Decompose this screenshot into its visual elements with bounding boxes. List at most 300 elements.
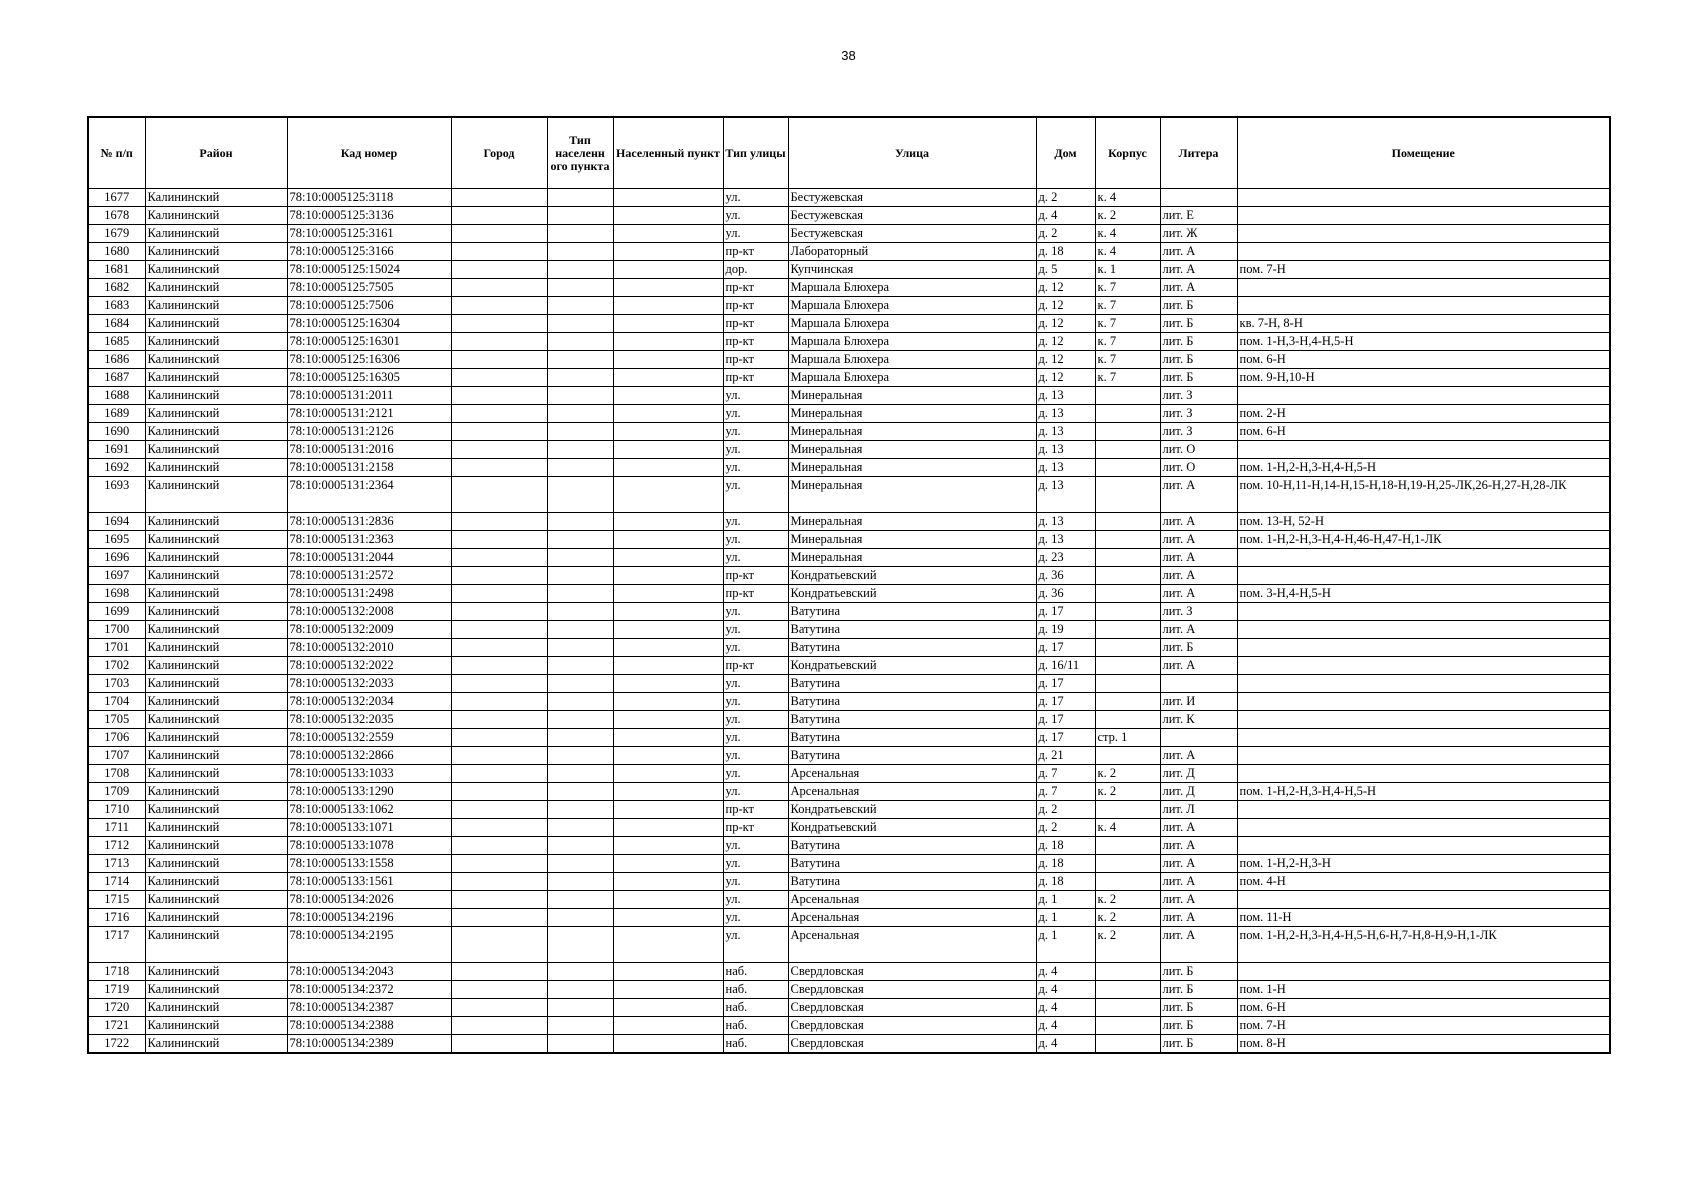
cell-letter: лит. З bbox=[1160, 405, 1237, 423]
table-row bbox=[88, 207, 1610, 225]
cell-cadastral-number: 78:10:0005132:2009 bbox=[287, 621, 451, 639]
cell-cadastral-number: 78:10:0005125:15024 bbox=[287, 261, 451, 279]
cell-settlement-type bbox=[547, 801, 613, 819]
cell-premises bbox=[1237, 567, 1610, 585]
cell-house: д. 7 bbox=[1036, 765, 1095, 783]
cell-building: к. 2 bbox=[1095, 207, 1160, 225]
cell-street-type: пр-кт bbox=[723, 657, 788, 675]
cell-settlement-type bbox=[547, 1035, 613, 1054]
cell-district: Калининский bbox=[145, 1017, 287, 1035]
cell-settlement-type bbox=[547, 297, 613, 315]
cell-city bbox=[451, 927, 547, 963]
cell-letter: лит. О bbox=[1160, 459, 1237, 477]
cell-cadastral-number: 78:10:0005125:3166 bbox=[287, 243, 451, 261]
cell-house: д. 13 bbox=[1036, 531, 1095, 549]
cell-letter bbox=[1160, 189, 1237, 207]
cell-premises: пом. 1-Н,2-Н,3-Н bbox=[1237, 855, 1610, 873]
cell-settlement bbox=[613, 711, 723, 729]
cell-number: 1717 bbox=[88, 927, 145, 963]
cell-street: Кондратьевский bbox=[788, 567, 1036, 585]
table-row bbox=[88, 657, 1610, 675]
cell-number: 1716 bbox=[88, 909, 145, 927]
cell-street-type: пр-кт bbox=[723, 567, 788, 585]
cell-number: 1720 bbox=[88, 999, 145, 1017]
cell-street: Маршала Блюхера bbox=[788, 333, 1036, 351]
cell-settlement-type bbox=[547, 315, 613, 333]
cell-settlement bbox=[613, 675, 723, 693]
cell-letter: лит. А bbox=[1160, 279, 1237, 297]
cell-letter: лит. О bbox=[1160, 441, 1237, 459]
cell-cadastral-number: 78:10:0005131:2016 bbox=[287, 441, 451, 459]
cell-cadastral-number: 78:10:0005132:2034 bbox=[287, 693, 451, 711]
cell-settlement-type bbox=[547, 963, 613, 981]
cell-street: Кондратьевский bbox=[788, 819, 1036, 837]
cell-building: к. 7 bbox=[1095, 315, 1160, 333]
cell-district: Калининский bbox=[145, 351, 287, 369]
cell-premises bbox=[1237, 693, 1610, 711]
cell-street: Бестужевская bbox=[788, 189, 1036, 207]
cell-street-type: ул. bbox=[723, 477, 788, 513]
cell-district: Калининский bbox=[145, 891, 287, 909]
cell-street: Минеральная bbox=[788, 387, 1036, 405]
cell-premises: пом. 4-Н bbox=[1237, 873, 1610, 891]
cell-street-type: ул. bbox=[723, 621, 788, 639]
cell-settlement-type bbox=[547, 855, 613, 873]
cell-street: Арсенальная bbox=[788, 765, 1036, 783]
cell-house: д. 12 bbox=[1036, 279, 1095, 297]
cell-cadastral-number: 78:10:0005133:1078 bbox=[287, 837, 451, 855]
cell-house: д. 36 bbox=[1036, 567, 1095, 585]
cell-letter bbox=[1160, 729, 1237, 747]
cell-house: д. 4 bbox=[1036, 963, 1095, 981]
cell-house: д. 16/11 bbox=[1036, 657, 1095, 675]
cell-premises bbox=[1237, 207, 1610, 225]
table-row bbox=[88, 621, 1610, 639]
cell-street: Ватутина bbox=[788, 747, 1036, 765]
cell-premises: пом. 2-Н bbox=[1237, 405, 1610, 423]
cell-premises bbox=[1237, 711, 1610, 729]
cell-building bbox=[1095, 801, 1160, 819]
cell-street: Кондратьевский bbox=[788, 801, 1036, 819]
cell-district: Калининский bbox=[145, 315, 287, 333]
cell-house: д. 12 bbox=[1036, 315, 1095, 333]
cell-district: Калининский bbox=[145, 765, 287, 783]
cell-city bbox=[451, 693, 547, 711]
cell-street-type: пр-кт bbox=[723, 333, 788, 351]
cell-number: 1679 bbox=[88, 225, 145, 243]
cell-cadastral-number: 78:10:0005131:2044 bbox=[287, 549, 451, 567]
cell-district: Калининский bbox=[145, 207, 287, 225]
cell-street-type: ул. bbox=[723, 441, 788, 459]
cell-settlement-type bbox=[547, 261, 613, 279]
cell-city bbox=[451, 621, 547, 639]
cell-settlement bbox=[613, 783, 723, 801]
cell-street-type: дор. bbox=[723, 261, 788, 279]
table-row bbox=[88, 675, 1610, 693]
cell-street-type: пр-кт bbox=[723, 369, 788, 387]
cell-settlement-type bbox=[547, 711, 613, 729]
cell-number: 1688 bbox=[88, 387, 145, 405]
cell-settlement bbox=[613, 603, 723, 621]
cell-letter: лит. А bbox=[1160, 513, 1237, 531]
cell-number: 1699 bbox=[88, 603, 145, 621]
cell-settlement bbox=[613, 333, 723, 351]
cell-city bbox=[451, 747, 547, 765]
cell-district: Калининский bbox=[145, 819, 287, 837]
cell-building: к. 7 bbox=[1095, 279, 1160, 297]
cell-building bbox=[1095, 567, 1160, 585]
cell-cadastral-number: 78:10:0005125:16306 bbox=[287, 351, 451, 369]
cell-number: 1700 bbox=[88, 621, 145, 639]
cell-city bbox=[451, 477, 547, 513]
cell-street-type: ул. bbox=[723, 873, 788, 891]
cell-district: Калининский bbox=[145, 873, 287, 891]
table-row bbox=[88, 783, 1610, 801]
cell-street-type: ул. bbox=[723, 603, 788, 621]
cell-district: Калининский bbox=[145, 531, 287, 549]
cell-district: Калининский bbox=[145, 657, 287, 675]
cell-city bbox=[451, 351, 547, 369]
cell-district: Калининский bbox=[145, 513, 287, 531]
cell-cadastral-number: 78:10:0005134:2372 bbox=[287, 981, 451, 999]
cell-street-type: пр-кт bbox=[723, 351, 788, 369]
cell-settlement bbox=[613, 855, 723, 873]
cell-building: к. 7 bbox=[1095, 351, 1160, 369]
cell-city bbox=[451, 999, 547, 1017]
cell-house: д. 17 bbox=[1036, 693, 1095, 711]
cell-building: к. 4 bbox=[1095, 819, 1160, 837]
cell-house: д. 23 bbox=[1036, 549, 1095, 567]
cell-street: Ватутина bbox=[788, 603, 1036, 621]
cell-city bbox=[451, 333, 547, 351]
cell-settlement bbox=[613, 801, 723, 819]
cell-house: д. 2 bbox=[1036, 189, 1095, 207]
cell-street: Ватутина bbox=[788, 711, 1036, 729]
cell-cadastral-number: 78:10:0005132:2559 bbox=[287, 729, 451, 747]
table-row bbox=[88, 999, 1610, 1017]
cell-letter: лит. Ж bbox=[1160, 225, 1237, 243]
cell-street: Минеральная bbox=[788, 423, 1036, 441]
cell-number: 1711 bbox=[88, 819, 145, 837]
cell-cadastral-number: 78:10:0005125:16304 bbox=[287, 315, 451, 333]
cell-street: Свердловская bbox=[788, 999, 1036, 1017]
cell-city bbox=[451, 639, 547, 657]
cell-house: д. 2 bbox=[1036, 801, 1095, 819]
cell-building bbox=[1095, 873, 1160, 891]
cell-street: Минеральная bbox=[788, 531, 1036, 549]
cell-building: к. 7 bbox=[1095, 369, 1160, 387]
cell-premises: пом. 1-Н,2-Н,3-Н,4-Н,5-Н bbox=[1237, 459, 1610, 477]
cell-settlement bbox=[613, 441, 723, 459]
cell-street-type: пр-кт bbox=[723, 315, 788, 333]
cell-building bbox=[1095, 639, 1160, 657]
cell-letter: лит. З bbox=[1160, 387, 1237, 405]
cell-premises bbox=[1237, 189, 1610, 207]
cell-house: д. 7 bbox=[1036, 783, 1095, 801]
column-header-settlement: Населенный пункт bbox=[613, 117, 723, 189]
cell-settlement bbox=[613, 639, 723, 657]
cell-number: 1710 bbox=[88, 801, 145, 819]
cell-city bbox=[451, 405, 547, 423]
cell-cadastral-number: 78:10:0005133:1561 bbox=[287, 873, 451, 891]
cell-premises: пом. 1-Н,2-Н,3-Н,4-Н,46-Н,47-Н,1-ЛК bbox=[1237, 531, 1610, 549]
cell-district: Калининский bbox=[145, 459, 287, 477]
cell-house: д. 17 bbox=[1036, 729, 1095, 747]
table-row bbox=[88, 639, 1610, 657]
cell-building bbox=[1095, 963, 1160, 981]
cell-settlement bbox=[613, 657, 723, 675]
cell-house: д. 12 bbox=[1036, 351, 1095, 369]
cell-premises bbox=[1237, 819, 1610, 837]
table-row bbox=[88, 567, 1610, 585]
cell-building bbox=[1095, 423, 1160, 441]
cell-number: 1719 bbox=[88, 981, 145, 999]
cell-cadastral-number: 78:10:0005132:2008 bbox=[287, 603, 451, 621]
cell-district: Калининский bbox=[145, 927, 287, 963]
cell-premises: кв. 7-Н, 8-Н bbox=[1237, 315, 1610, 333]
cell-cadastral-number: 78:10:0005125:3136 bbox=[287, 207, 451, 225]
cell-city bbox=[451, 513, 547, 531]
cell-building: к. 2 bbox=[1095, 909, 1160, 927]
cell-cadastral-number: 78:10:0005131:2121 bbox=[287, 405, 451, 423]
cell-street-type: ул. bbox=[723, 387, 788, 405]
cell-city bbox=[451, 243, 547, 261]
cell-district: Калининский bbox=[145, 675, 287, 693]
table-row bbox=[88, 801, 1610, 819]
cell-building bbox=[1095, 693, 1160, 711]
cell-settlement bbox=[613, 1035, 723, 1054]
cell-street-type: ул. bbox=[723, 909, 788, 927]
cell-cadastral-number: 78:10:0005125:7506 bbox=[287, 297, 451, 315]
cell-house: д. 4 bbox=[1036, 999, 1095, 1017]
cell-street-type: пр-кт bbox=[723, 585, 788, 603]
cell-premises bbox=[1237, 279, 1610, 297]
cell-letter: лит. Д bbox=[1160, 783, 1237, 801]
cell-street-type: ул. bbox=[723, 531, 788, 549]
cell-letter: лит. Б bbox=[1160, 1035, 1237, 1054]
cell-street: Маршала Блюхера bbox=[788, 351, 1036, 369]
cell-street: Бестужевская bbox=[788, 225, 1036, 243]
cell-settlement bbox=[613, 477, 723, 513]
table-row bbox=[88, 261, 1610, 279]
cell-cadastral-number: 78:10:0005134:2043 bbox=[287, 963, 451, 981]
cell-settlement-type bbox=[547, 999, 613, 1017]
cell-district: Калининский bbox=[145, 1035, 287, 1054]
cell-settlement-type bbox=[547, 783, 613, 801]
cell-district: Калининский bbox=[145, 369, 287, 387]
cell-building: к. 4 bbox=[1095, 243, 1160, 261]
cell-street-type: ул. bbox=[723, 837, 788, 855]
table-row bbox=[88, 855, 1610, 873]
table-row bbox=[88, 585, 1610, 603]
cell-street-type: ул. bbox=[723, 675, 788, 693]
cell-street: Свердловская bbox=[788, 1017, 1036, 1035]
cell-settlement bbox=[613, 225, 723, 243]
cell-street: Маршала Блюхера bbox=[788, 369, 1036, 387]
cell-number: 1702 bbox=[88, 657, 145, 675]
cell-district: Калининский bbox=[145, 477, 287, 513]
cell-house: д. 12 bbox=[1036, 333, 1095, 351]
table-row bbox=[88, 369, 1610, 387]
cell-house: д. 4 bbox=[1036, 207, 1095, 225]
cell-street: Минеральная bbox=[788, 513, 1036, 531]
cell-number: 1685 bbox=[88, 333, 145, 351]
cell-street-type: пр-кт bbox=[723, 801, 788, 819]
cell-district: Калининский bbox=[145, 621, 287, 639]
table-row bbox=[88, 891, 1610, 909]
cell-settlement bbox=[613, 459, 723, 477]
cell-premises: пом. 7-Н bbox=[1237, 261, 1610, 279]
cell-street-type: ул. bbox=[723, 459, 788, 477]
cell-building bbox=[1095, 441, 1160, 459]
cell-house: д. 5 bbox=[1036, 261, 1095, 279]
cell-city bbox=[451, 819, 547, 837]
cell-letter: лит. А bbox=[1160, 891, 1237, 909]
cell-cadastral-number: 78:10:0005132:2033 bbox=[287, 675, 451, 693]
cell-district: Калининский bbox=[145, 747, 287, 765]
cell-number: 1705 bbox=[88, 711, 145, 729]
cell-street: Маршала Блюхера bbox=[788, 279, 1036, 297]
cell-premises: пом. 1-Н bbox=[1237, 981, 1610, 999]
cell-settlement-type bbox=[547, 405, 613, 423]
cell-city bbox=[451, 207, 547, 225]
cell-building bbox=[1095, 459, 1160, 477]
table-body bbox=[88, 189, 1610, 1054]
cell-settlement bbox=[613, 207, 723, 225]
cell-premises bbox=[1237, 765, 1610, 783]
cell-number: 1708 bbox=[88, 765, 145, 783]
cell-settlement-type bbox=[547, 351, 613, 369]
cell-settlement-type bbox=[547, 333, 613, 351]
cell-street-type: ул. bbox=[723, 729, 788, 747]
cell-cadastral-number: 78:10:0005132:2022 bbox=[287, 657, 451, 675]
cell-street-type: ул. bbox=[723, 747, 788, 765]
cell-house: д. 21 bbox=[1036, 747, 1095, 765]
table-row bbox=[88, 477, 1610, 513]
cell-settlement-type bbox=[547, 549, 613, 567]
cell-settlement-type bbox=[547, 981, 613, 999]
cell-district: Калининский bbox=[145, 711, 287, 729]
cell-premises bbox=[1237, 675, 1610, 693]
table-row bbox=[88, 441, 1610, 459]
cell-city bbox=[451, 441, 547, 459]
cell-settlement-type bbox=[547, 189, 613, 207]
cell-settlement bbox=[613, 819, 723, 837]
cell-district: Калининский bbox=[145, 603, 287, 621]
cell-number: 1701 bbox=[88, 639, 145, 657]
cell-settlement bbox=[613, 567, 723, 585]
table-row bbox=[88, 963, 1610, 981]
cell-city bbox=[451, 369, 547, 387]
cell-district: Калининский bbox=[145, 261, 287, 279]
cell-number: 1703 bbox=[88, 675, 145, 693]
cell-city bbox=[451, 801, 547, 819]
cell-house: д. 4 bbox=[1036, 1017, 1095, 1035]
cell-letter: лит. Д bbox=[1160, 765, 1237, 783]
table-row bbox=[88, 909, 1610, 927]
cell-premises bbox=[1237, 963, 1610, 981]
column-header-cadastral-number: Кад номер bbox=[287, 117, 451, 189]
cell-cadastral-number: 78:10:0005125:7505 bbox=[287, 279, 451, 297]
cell-building bbox=[1095, 477, 1160, 513]
cell-cadastral-number: 78:10:0005131:2364 bbox=[287, 477, 451, 513]
cell-cadastral-number: 78:10:0005131:2126 bbox=[287, 423, 451, 441]
table-row bbox=[88, 279, 1610, 297]
cell-premises: пом. 13-Н, 52-Н bbox=[1237, 513, 1610, 531]
cell-settlement bbox=[613, 387, 723, 405]
cell-cadastral-number: 78:10:0005134:2026 bbox=[287, 891, 451, 909]
cell-city bbox=[451, 585, 547, 603]
cell-number: 1680 bbox=[88, 243, 145, 261]
cell-number: 1687 bbox=[88, 369, 145, 387]
cell-premises: пом. 10-Н,11-Н,14-Н,15-Н,18-Н,19-Н,25-ЛК,26-Н,27-Н,28-ЛК bbox=[1237, 477, 1610, 513]
cell-settlement bbox=[613, 261, 723, 279]
cell-settlement bbox=[613, 513, 723, 531]
cell-street-type: ул. bbox=[723, 189, 788, 207]
cell-district: Калининский bbox=[145, 837, 287, 855]
cell-district: Калининский bbox=[145, 297, 287, 315]
cell-settlement bbox=[613, 297, 723, 315]
cell-street: Ватутина bbox=[788, 621, 1036, 639]
cell-city bbox=[451, 891, 547, 909]
cell-settlement-type bbox=[547, 765, 613, 783]
cell-cadastral-number: 78:10:0005134:2196 bbox=[287, 909, 451, 927]
cell-premises bbox=[1237, 297, 1610, 315]
cell-letter: лит. Б bbox=[1160, 369, 1237, 387]
cell-settlement-type bbox=[547, 837, 613, 855]
cell-letter: лит. Б bbox=[1160, 639, 1237, 657]
cell-cadastral-number: 78:10:0005125:3161 bbox=[287, 225, 451, 243]
cell-settlement-type bbox=[547, 729, 613, 747]
cell-street-type: пр-кт bbox=[723, 279, 788, 297]
cell-settlement-type bbox=[547, 387, 613, 405]
cell-city bbox=[451, 873, 547, 891]
cell-letter: лит. А bbox=[1160, 585, 1237, 603]
cell-city bbox=[451, 909, 547, 927]
table-row bbox=[88, 747, 1610, 765]
cell-number: 1721 bbox=[88, 1017, 145, 1035]
cell-street-type: наб. bbox=[723, 963, 788, 981]
cell-district: Калининский bbox=[145, 423, 287, 441]
cell-district: Калининский bbox=[145, 333, 287, 351]
cell-settlement-type bbox=[547, 513, 613, 531]
cell-number: 1718 bbox=[88, 963, 145, 981]
table-row bbox=[88, 243, 1610, 261]
cell-settlement-type bbox=[547, 243, 613, 261]
cell-district: Калининский bbox=[145, 783, 287, 801]
cell-house: д. 18 bbox=[1036, 243, 1095, 261]
column-header-settlement-type: Тип населенн ого пункта bbox=[547, 117, 613, 189]
cell-city bbox=[451, 387, 547, 405]
cell-premises bbox=[1237, 387, 1610, 405]
cell-letter: лит. Е bbox=[1160, 207, 1237, 225]
cell-number: 1698 bbox=[88, 585, 145, 603]
column-header-building: Корпус bbox=[1095, 117, 1160, 189]
cell-street-type: пр-кт bbox=[723, 243, 788, 261]
cell-district: Калининский bbox=[145, 441, 287, 459]
cell-letter: лит. А bbox=[1160, 243, 1237, 261]
cell-premises bbox=[1237, 891, 1610, 909]
cell-number: 1681 bbox=[88, 261, 145, 279]
cell-house: д. 13 bbox=[1036, 423, 1095, 441]
cell-street-type: ул. bbox=[723, 423, 788, 441]
cell-street: Свердловская bbox=[788, 963, 1036, 981]
cell-cadastral-number: 78:10:0005131:2011 bbox=[287, 387, 451, 405]
cell-settlement-type bbox=[547, 891, 613, 909]
cell-building: к. 7 bbox=[1095, 333, 1160, 351]
cell-cadastral-number: 78:10:0005131:2572 bbox=[287, 567, 451, 585]
cell-building: к. 2 bbox=[1095, 891, 1160, 909]
